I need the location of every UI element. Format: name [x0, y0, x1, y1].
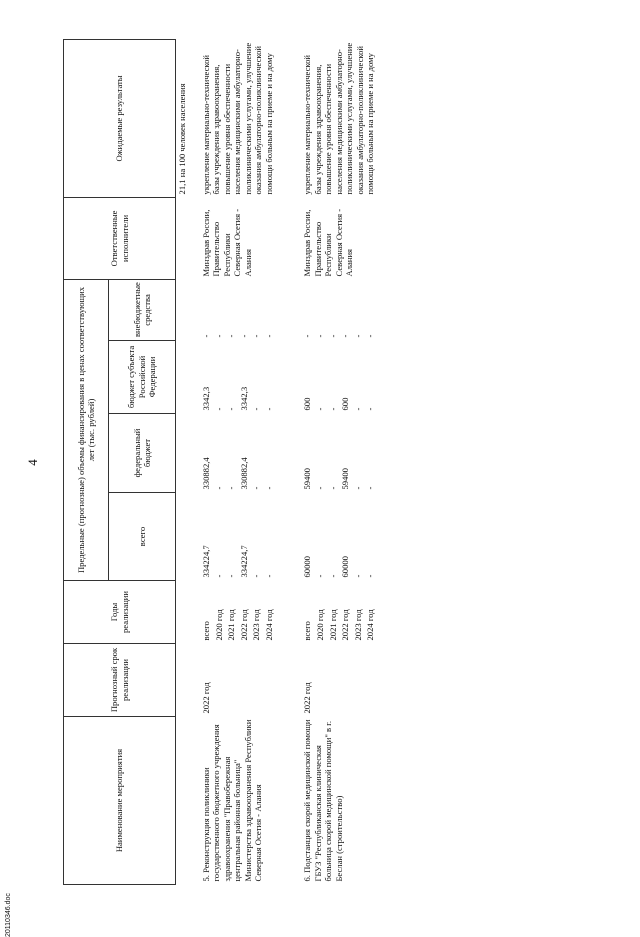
total-cell: -: [226, 574, 237, 578]
total-cell: -: [352, 574, 363, 578]
extra-cell: -: [327, 334, 338, 338]
results-cell: укрепление материально-технической базы учреждения здравоохранения, повышение уровня обеспеченности населения медицинскими амбулаторно-поликлиническими услугами, улучшение оказания амбулаторно-поликлинической помощи больным на приеме и на дому: [302, 42, 376, 195]
header-results: Ожидаемые результаты: [64, 39, 176, 197]
header-financing: Предельные (прогнозные) объемы финансирования в ценах соответствующих лет (тыс. рублей): [64, 279, 109, 580]
total-cell: -: [327, 574, 338, 578]
federal-cell: 330882,4: [238, 457, 249, 490]
regional-cell: 600: [302, 397, 313, 411]
federal-cell: 59400: [302, 468, 313, 490]
regional-cell: -: [251, 407, 262, 411]
financing-table: [63, 39, 377, 885]
federal-cell: 59400: [340, 468, 351, 490]
federal-cell: -: [352, 486, 363, 490]
total-cell: -: [213, 574, 224, 578]
total-cell: -: [314, 574, 325, 578]
extra-cell: -: [365, 334, 376, 338]
extra-cell: -: [226, 334, 237, 338]
executors-cell: Минздрав России, Правительство Республики Северная Осетия - Алания: [302, 208, 355, 277]
header-regional: бюджет субъекта Российской Федерации: [109, 341, 176, 414]
table-row: [301, 39, 314, 884]
measure-term: 2022 год: [201, 682, 211, 714]
total-cell: -: [251, 574, 262, 578]
year-cell: 2021 год: [226, 609, 237, 641]
federal-cell: -: [314, 486, 325, 490]
year-cell: 2020 год: [314, 609, 325, 641]
extra-cell: -: [263, 334, 274, 338]
year-cell: 2022 год: [238, 609, 249, 641]
header-executors: Ответственные исполнители: [64, 197, 176, 279]
year-cell: 2021 год: [327, 609, 338, 641]
measure-name: 5. Реконструкция поликлиники государственного бюджетного учреждения здравоохранения "Правобережная центральная районная больница" Министерства здравоохранения Республики Северная Осетия - Алания: [201, 719, 264, 882]
year-cell: 2023 год: [352, 609, 363, 641]
year-cell: 2024 год: [365, 609, 376, 641]
results-cell: укрепление материально-технической базы учреждения здравоохранения, повышение уровня обеспеченности населения медицинскими амбулаторно-поликлиническими услугами, улучшение оказания амбулаторно-поликлинической помощи больным на приеме и на дому: [201, 42, 274, 195]
regional-cell: -: [226, 407, 237, 411]
federal-cell: 330882,4: [201, 457, 211, 490]
header-name: Наименование мероприятия: [64, 717, 176, 885]
extra-cell: -: [213, 334, 224, 338]
extra-cell: -: [302, 334, 313, 338]
year-cell: всего: [302, 621, 313, 641]
regional-cell: -: [263, 407, 274, 411]
header-federal: федеральный бюджет: [109, 414, 176, 493]
regional-cell: -: [327, 407, 338, 411]
measure-term: 2022 год: [302, 682, 313, 714]
extra-cell: -: [251, 334, 262, 338]
year-cell: 2024 год: [263, 609, 274, 641]
regional-cell: 3342,3: [238, 386, 249, 411]
executors-cell: Минздрав России, Правительство Республики Северная Осетия - Алания: [201, 208, 253, 277]
extra-cell: -: [238, 334, 249, 338]
federal-cell: -: [263, 486, 274, 490]
header-years: Годы реализации: [64, 581, 176, 644]
total-cell: -: [365, 574, 376, 578]
extra-cell: -: [340, 334, 351, 338]
federal-cell: -: [327, 486, 338, 490]
federal-cell: -: [365, 486, 376, 490]
header-extra: внебюджетные средства: [109, 279, 176, 340]
year-cell: всего: [201, 621, 211, 641]
extra-cell: -: [352, 334, 363, 338]
header-term: Прогнозный срок реализации: [64, 644, 176, 717]
year-cell: 2023 год: [251, 609, 262, 641]
total-cell: 60000: [340, 556, 351, 578]
regional-cell: -: [314, 407, 325, 411]
footer: [5, 877, 19, 937]
page-number: 4: [25, 459, 40, 466]
regional-cell: 600: [340, 397, 351, 411]
regional-cell: -: [352, 407, 363, 411]
federal-cell: -: [251, 486, 262, 490]
year-cell: 2022 год: [340, 609, 351, 641]
prev-result-text: 21,1 на 100 человек населения: [177, 83, 187, 195]
header-total: всего: [109, 493, 176, 581]
table-row: [200, 39, 213, 884]
extra-cell: -: [201, 334, 211, 338]
measure-name: 6. Подстанция скорой медицинской помощи ГБУЗ "Республиканская клиническая больница скорой медицинской помощи" в г. Беслан (строительство): [302, 719, 344, 882]
total-cell: 60000: [302, 556, 313, 578]
regional-cell: -: [213, 407, 224, 411]
regional-cell: 3342,3: [201, 386, 211, 411]
extra-cell: -: [314, 334, 325, 338]
federal-cell: -: [213, 486, 224, 490]
total-cell: 334224,7: [201, 545, 211, 578]
regional-cell: -: [365, 407, 376, 411]
rotated-page: [25, 40, 640, 885]
total-cell: 334224,7: [238, 545, 249, 578]
federal-cell: -: [226, 486, 237, 490]
year-cell: 2020 год: [213, 609, 224, 641]
total-cell: -: [263, 574, 274, 578]
footer-filename: 20110346.doc: [5, 893, 12, 937]
